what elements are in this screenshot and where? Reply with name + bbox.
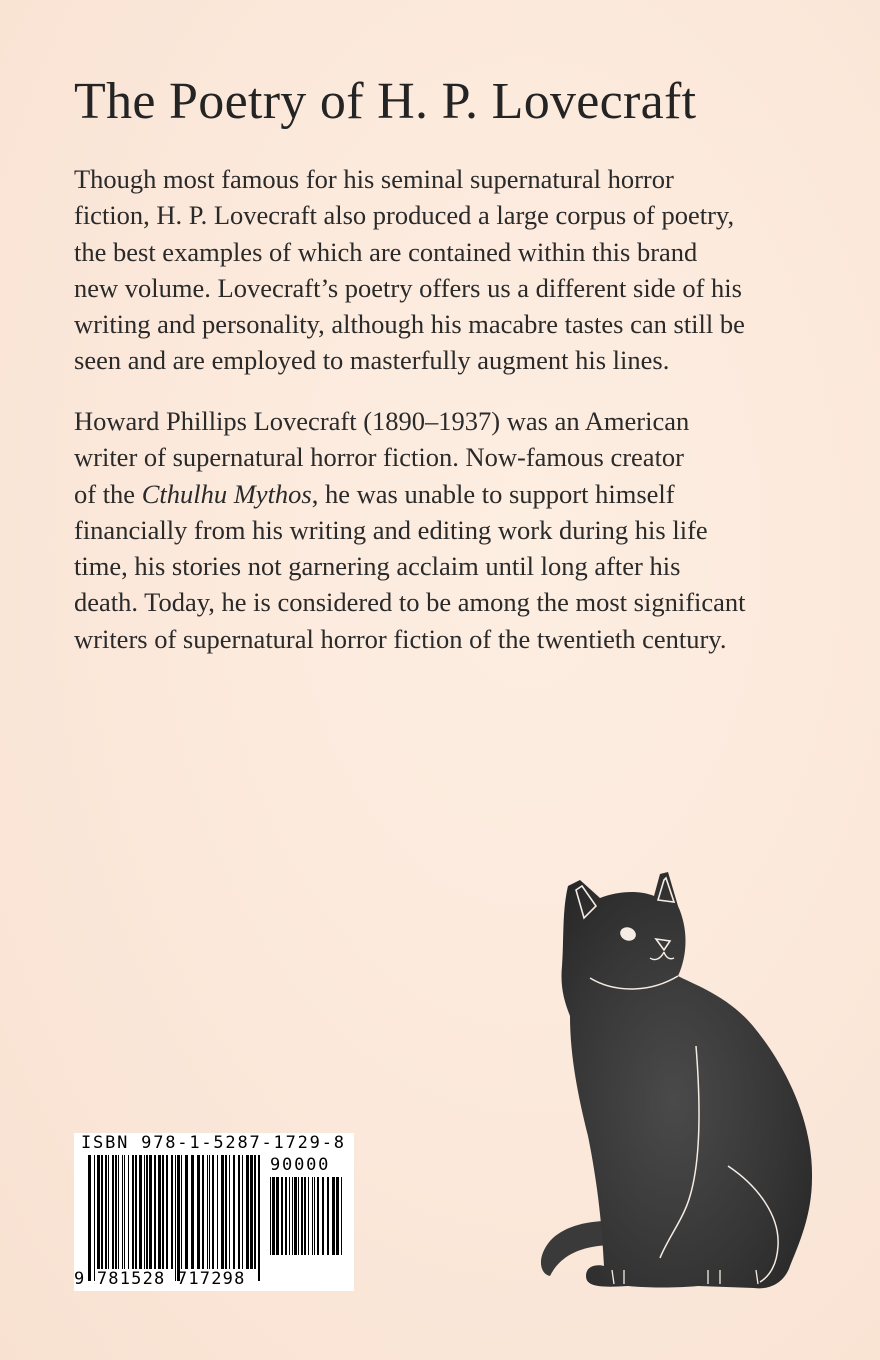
barcode-bar — [221, 1155, 224, 1269]
barcode-bar — [238, 1155, 240, 1269]
barcode-bar — [312, 1177, 313, 1255]
barcode-bar — [135, 1155, 137, 1269]
author-biography — [74, 403, 814, 657]
barcode-bar — [332, 1177, 335, 1255]
cthulhu-mythos-title: Cthulhu Mythos — [141, 478, 312, 509]
barcode-bar — [175, 1155, 176, 1281]
bio-line: writer of supernatural horror fiction. Now-famous creator — [74, 442, 685, 473]
barcode-bar — [97, 1155, 100, 1269]
barcode-bar — [122, 1155, 123, 1269]
barcode-bar — [139, 1155, 142, 1269]
barcode-bar — [115, 1155, 117, 1269]
barcode-bar — [229, 1155, 230, 1269]
barcode-bar — [212, 1155, 214, 1269]
barcode-bar — [162, 1155, 164, 1269]
barcode-bar — [144, 1155, 145, 1269]
barcode-bar — [181, 1155, 182, 1269]
barcode-bar — [341, 1177, 342, 1255]
bio-line: time, his stories not garnering acclaim until long after his — [74, 551, 681, 582]
description-line: seen and are employed to masterfully augment his lines. — [74, 345, 670, 376]
price-code: 90000 — [270, 1155, 331, 1175]
barcode-bar — [292, 1177, 293, 1255]
isbn-number: ISBN 978-1-5287-1729-8 — [81, 1133, 346, 1153]
barcode-bar — [308, 1177, 309, 1255]
barcode-bar — [154, 1155, 156, 1269]
barcode-bar — [132, 1155, 134, 1269]
ean-digits: 9 781528 717298 — [74, 1269, 246, 1289]
barcode-bar — [314, 1177, 315, 1255]
barcode-bar — [317, 1177, 319, 1255]
barcode-bar — [276, 1177, 279, 1255]
barcode-bar — [225, 1155, 227, 1269]
barcode-bar — [158, 1155, 161, 1269]
barcode-bar — [242, 1155, 243, 1269]
barcode-bar — [149, 1155, 152, 1269]
bio-line: financially from his writing and editing work during his life — [74, 514, 708, 545]
barcode-bar — [327, 1177, 329, 1255]
barcode-bar — [233, 1155, 235, 1269]
barcode-bar — [250, 1155, 253, 1269]
barcode-bar — [336, 1177, 339, 1255]
barcode-bar — [202, 1155, 204, 1269]
description-line: new volume. Lovecraft’s poetry offers us a different side of his — [74, 272, 742, 303]
ean-barcode-bars — [88, 1155, 262, 1281]
description-line: Though most famous for his seminal supernatural horror — [74, 164, 674, 194]
barcode-bar — [128, 1155, 129, 1269]
description-line: writing and personality, although his macabre tastes can still be — [74, 309, 745, 340]
barcode-bar — [304, 1177, 306, 1255]
black-cat-icon — [528, 866, 818, 1296]
barcode-bar — [124, 1155, 125, 1269]
barcode-bar — [94, 1155, 95, 1281]
barcode-bar — [254, 1155, 256, 1269]
bio-text: of the — [74, 478, 142, 509]
barcode-bar — [301, 1177, 303, 1255]
barcode-bar — [322, 1177, 324, 1255]
barcode-bar — [191, 1155, 194, 1269]
barcode-bar — [272, 1177, 275, 1255]
bio-line: Howard Phillips Lovecraft (1890–1937) was an American — [74, 406, 690, 436]
barcode-bar — [289, 1177, 290, 1255]
barcode-bar — [88, 1155, 91, 1281]
barcode-bar — [209, 1155, 210, 1269]
book-title: The Poetry of H. P. Lovecraft — [74, 73, 697, 130]
barcode-bar — [246, 1155, 249, 1269]
bio-text: , he was unable to support himself — [311, 478, 675, 509]
barcode-bar — [118, 1155, 119, 1269]
barcode-bar — [285, 1177, 287, 1255]
bio-line: death. Today, he is considered to be among the most significant — [74, 587, 746, 618]
barcode-bar — [146, 1155, 148, 1269]
description-line: the best examples of which are contained within this brand — [74, 236, 698, 267]
isbn-barcode — [74, 1133, 354, 1291]
barcode-bar — [294, 1177, 297, 1255]
barcode-bar — [298, 1177, 299, 1255]
description-line: fiction, H. P. Lovecraft also produced a large corpus of poetry, — [74, 200, 735, 231]
bio-line — [74, 476, 814, 512]
bio-line: writers of supernatural horror fiction of the twentieth century. — [74, 623, 727, 654]
barcode-bar — [166, 1155, 168, 1269]
barcode-bar — [197, 1155, 200, 1269]
barcode-bar — [171, 1155, 173, 1269]
barcode-bar — [101, 1155, 103, 1269]
barcode-bar — [258, 1155, 260, 1281]
barcode-bar — [105, 1155, 107, 1269]
barcode-bar — [177, 1155, 180, 1281]
barcode-bar — [217, 1155, 218, 1269]
addon-barcode-bars — [270, 1177, 348, 1267]
barcode-bar — [112, 1155, 114, 1269]
book-description — [74, 161, 814, 379]
barcode-bar — [108, 1155, 109, 1269]
barcode-bar — [281, 1177, 283, 1255]
barcode-bar — [270, 1177, 271, 1255]
barcode-bar — [207, 1155, 208, 1269]
barcode-bar — [185, 1155, 188, 1269]
